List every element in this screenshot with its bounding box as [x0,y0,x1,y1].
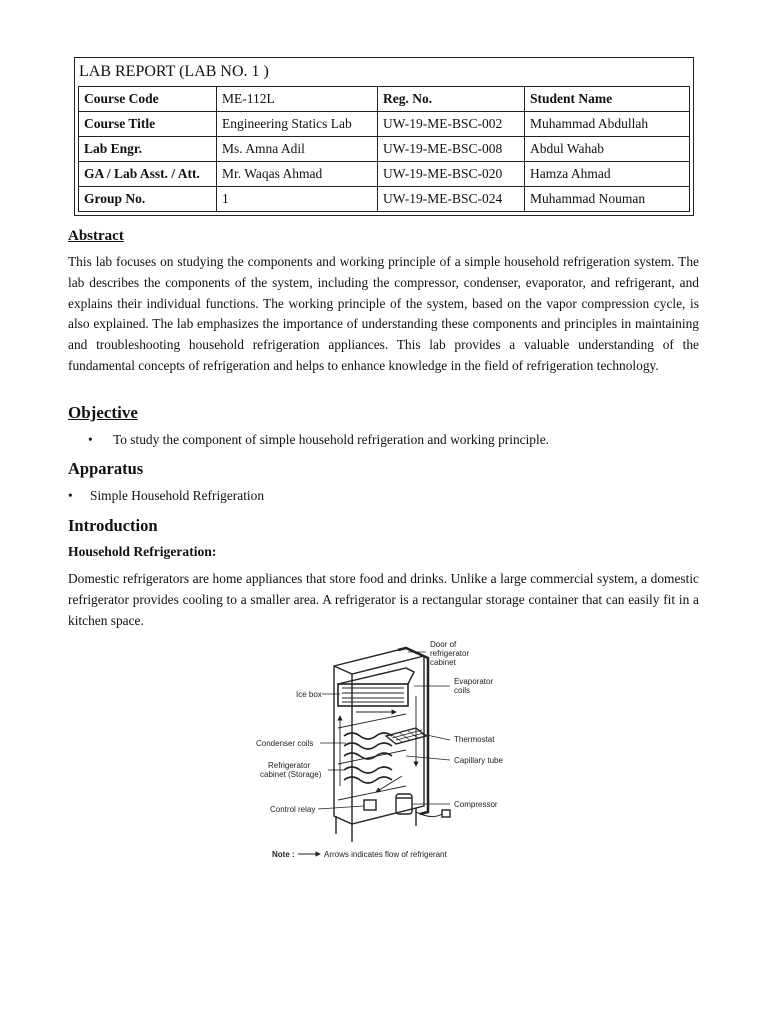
figure-note-text: Arrows indicates flow of refrigerant [324,850,447,859]
table-row [79,137,690,162]
figure-note-label: Note : [272,850,295,859]
introduction-paragraph: Domestic refrigerators are home appliances that store food and drinks. Unlike a large commercial system, a domestic refrigerator provides cooling to a smaller area. A refrigerator is a rectangular storage container that can easily fit in a kitchen space. [68,571,699,628]
refrigerator-cabinet-drawing [334,648,450,842]
apparatus-list [68,488,264,504]
reg-no-cell: UW-19-ME-BSC-024 [378,187,525,212]
label-capillary-tube: Capillary tube [454,756,503,765]
label-cabinet-line1: Refrigerator [268,761,311,770]
label-thermostat: Thermostat [454,735,495,744]
label-evaporator-line1: Evaporator [454,677,494,686]
label-compressor: Compressor [454,800,498,809]
bullet-icon: • [88,432,93,447]
abstract-heading: Abstract [68,228,124,244]
cell-value: Mr. Waqas Ahmad [217,162,378,187]
student-name-cell: Muhammad Abdullah [525,112,690,137]
reg-no-cell: UW-19-ME-BSC-002 [378,112,525,137]
objective-list [68,432,549,448]
cell-label: Course Code [79,87,217,112]
label-evaporator-line2: coils [454,686,471,695]
list-item-text: Simple Household Refrigeration [90,488,265,503]
lab-report-header-table [74,57,694,216]
reg-no-header: Reg. No. [378,87,525,112]
objective-heading: Objective [68,403,138,422]
list-item [68,432,549,448]
label-door-line2: refrigerator [430,649,470,658]
cell-label: GA / Lab Asst. / Att. [79,162,217,187]
cell-value: ME-112L [217,87,378,112]
abstract-paragraph: This lab focuses on studying the components and working principle of a simple household refrigeration system. The lab describes the components of the system, including the compressor, condenser, evaporator, and refrigerant, and explains their individual functions. The working principle of the system, based on the vapor compression cycle, is also explained. The lab emphasizes the importance of understanding these components and principles in maintaining and troubleshooting household refrigeration appliances. This lab provides a valuable understanding of the fundamental concepts of refrigeration and helps to enhance knowledge in the field of refrigeration technology. [68,254,699,373]
label-door-line3: cabinet [430,658,456,667]
lab-info-grid [78,86,690,212]
student-name-cell: Muhammad Nouman [525,187,690,212]
student-name-header: Student Name [525,87,690,112]
table-row [79,187,690,212]
reg-no-cell: UW-19-ME-BSC-020 [378,162,525,187]
household-refrigeration-subheading: Household Refrigeration: [68,544,217,559]
label-door-line1: Door of [430,640,457,649]
refrigerator-diagram [256,636,514,864]
lab-report-title: LAB REPORT (LAB NO. 1 ) [75,58,694,87]
cell-value: 1 [217,187,378,212]
list-item [68,488,264,504]
student-name-cell: Hamza Ahmad [525,162,690,187]
table-row [79,162,690,187]
bullet-icon: • [68,488,73,503]
introduction-heading: Introduction [68,516,158,535]
reg-no-cell: UW-19-ME-BSC-008 [378,137,525,162]
label-cabinet-line2: cabinet (Storage) [260,770,322,779]
label-control-relay: Control relay [270,805,316,814]
table-row [79,112,690,137]
refrigerator-diagram-svg [256,636,514,864]
cell-value: Engineering Statics Lab [217,112,378,137]
apparatus-heading: Apparatus [68,459,144,478]
cell-value: Ms. Amna Adil [217,137,378,162]
list-item-text: To study the component of simple household refrigeration and working principle. [113,432,550,447]
leader-lines [318,652,450,809]
table-row [79,87,690,112]
cell-label: Course Title [79,112,217,137]
label-ice-box: Ice box [296,690,322,699]
label-condenser-coils: Condenser coils [256,739,314,748]
cell-label: Lab Engr. [79,137,217,162]
cell-label: Group No. [79,187,217,212]
student-name-cell: Abdul Wahab [525,137,690,162]
